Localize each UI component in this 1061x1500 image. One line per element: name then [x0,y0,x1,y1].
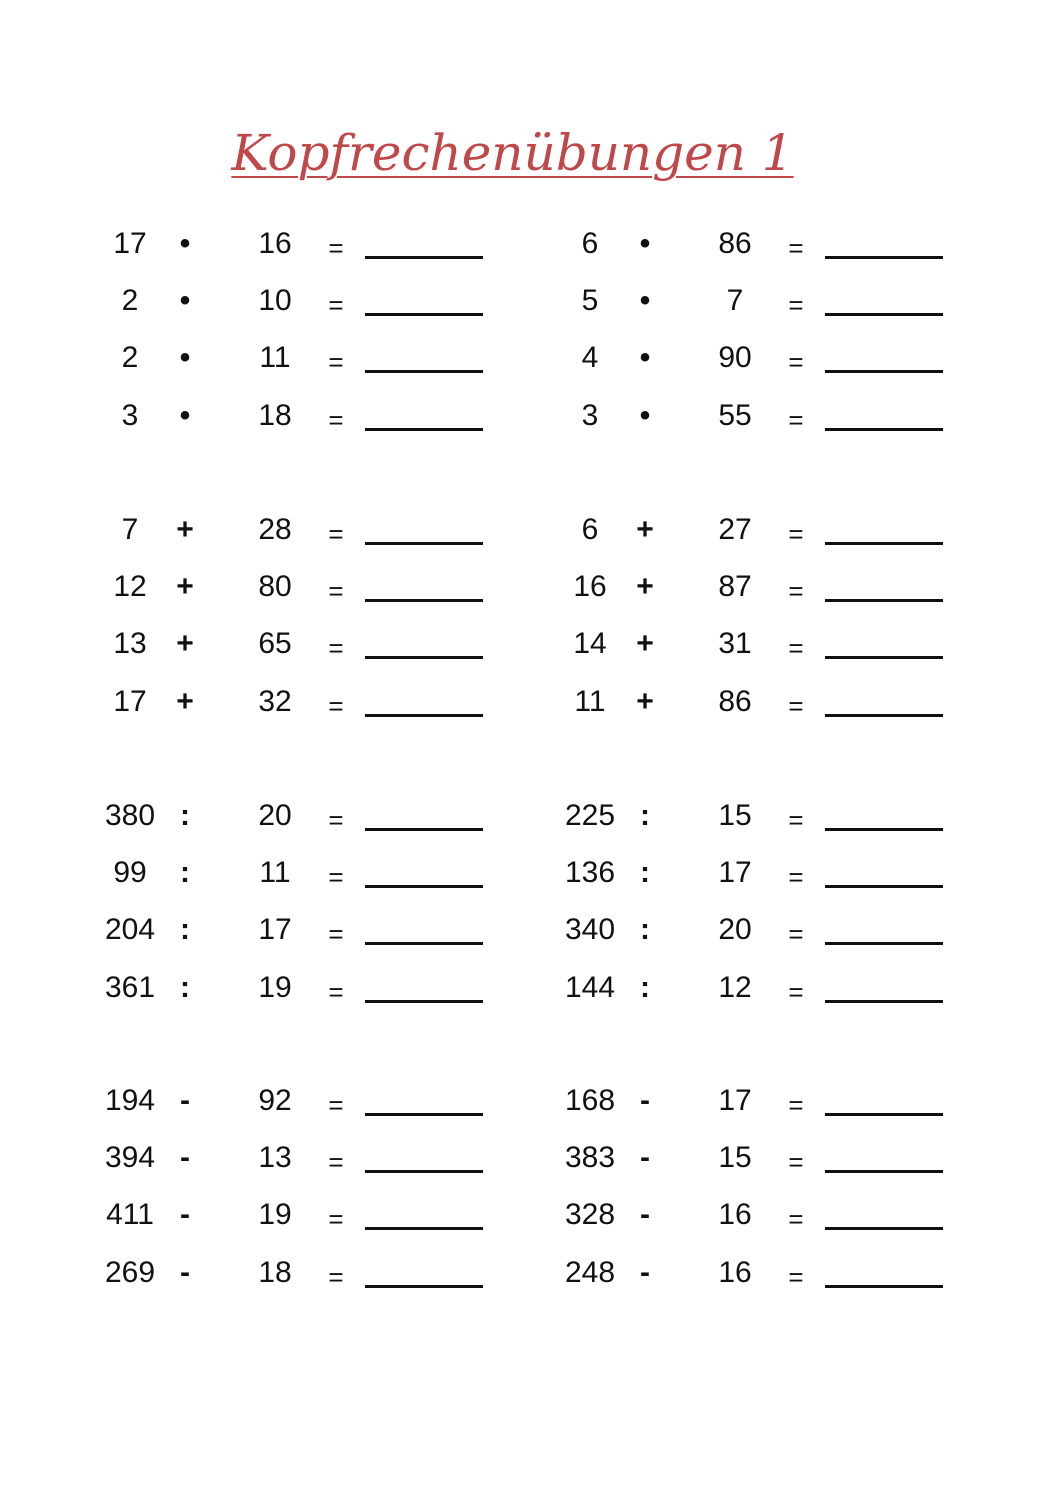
operand-b: 27 [718,513,752,546]
operand-a: 136 [564,856,616,889]
operand-a: 383 [564,1141,616,1174]
operand-a: 380 [104,799,156,832]
operator-symbol: + [176,685,194,718]
operand-b: 13 [258,1141,292,1174]
operand-b: 55 [718,399,752,432]
operator-symbol: + [636,685,654,718]
operator-symbol: + [636,627,654,660]
operator-symbol: : [640,799,650,832]
operator-symbol: : [640,971,650,1004]
equals-sign: = [328,862,344,892]
operand-a: 12 [113,570,147,603]
operator-symbol: : [640,856,650,889]
operand-a: 328 [564,1198,616,1231]
equals-sign: = [788,691,804,721]
operand-b: 16 [718,1256,752,1289]
operand-b: 86 [718,685,752,718]
operator-symbol: • [639,284,651,317]
exercise-row [559,801,959,859]
exercise-row [99,915,499,973]
answer-blank-line[interactable] [825,428,943,431]
equals-sign: = [328,347,344,377]
operator-symbol: • [179,341,191,374]
exercise-row [99,973,499,1031]
operator-symbol: : [180,913,190,946]
operand-a: 225 [564,799,616,832]
operand-a: 3 [581,399,599,432]
operator-symbol: - [640,1256,650,1289]
answer-blank-line[interactable] [365,370,483,373]
equals-sign: = [788,977,804,1007]
operand-b: 28 [258,513,292,546]
operator-symbol: - [180,1141,190,1174]
exercise-row [559,286,959,344]
operand-b: 16 [258,227,292,260]
operand-a: 194 [104,1084,156,1117]
operator-symbol: + [176,627,194,660]
exercise-row [99,1258,499,1316]
operand-b: 16 [718,1198,752,1231]
exercise-row [99,687,499,745]
operand-a: 3 [121,399,139,432]
equals-sign: = [788,233,804,263]
operand-b: 86 [718,227,752,260]
operand-b: 15 [718,1141,752,1174]
worksheet-title-text: Kopfrechenübungen 1 [231,124,794,182]
operand-a: 6 [581,513,599,546]
answer-blank-line[interactable] [825,370,943,373]
equals-sign: = [328,977,344,1007]
exercise-row [559,1086,959,1144]
operand-a: 2 [121,284,139,317]
answer-blank-line[interactable] [365,599,483,602]
operand-b: 12 [718,971,752,1004]
exercise-row [559,401,959,459]
operator-symbol: • [639,399,651,432]
equals-sign: = [788,805,804,835]
operator-symbol: - [640,1084,650,1117]
answer-blank-line[interactable] [365,885,483,888]
answer-blank-line[interactable] [365,1227,483,1230]
operand-a: 361 [104,971,156,1004]
operator-symbol: - [180,1256,190,1289]
operand-b: 65 [258,627,292,660]
operator-symbol: - [180,1084,190,1117]
operator-symbol: : [180,856,190,889]
exercise-row [99,401,499,459]
exercise-row [559,1143,959,1201]
equals-sign: = [788,633,804,663]
answer-blank-line[interactable] [365,1170,483,1173]
exercise-row [99,286,499,344]
operand-a: 5 [581,284,599,317]
exercise-row [99,572,499,630]
operator-symbol: - [180,1198,190,1231]
operand-b: 11 [259,341,291,374]
operand-b: 90 [718,341,752,374]
answer-blank-line[interactable] [365,656,483,659]
answer-blank-line[interactable] [365,1000,483,1003]
operator-symbol: • [179,227,191,260]
answer-blank-line[interactable] [825,885,943,888]
equals-sign: = [788,290,804,320]
answer-blank-line[interactable] [825,828,943,831]
operand-b: 11 [259,856,291,889]
operator-symbol: • [179,399,191,432]
answer-blank-line[interactable] [825,1170,943,1173]
equals-sign: = [788,405,804,435]
operand-b: 18 [258,399,292,432]
operand-a: 269 [104,1256,156,1289]
answer-blank-line[interactable] [825,942,943,945]
operand-a: 14 [573,627,607,660]
operator-symbol: : [180,799,190,832]
equals-sign: = [328,290,344,320]
exercise-row [559,343,959,401]
exercise-row [99,1086,499,1144]
exercise-row [99,629,499,687]
exercise-row [559,687,959,745]
answer-blank-line[interactable] [365,256,483,259]
exercise-row [559,629,959,687]
operand-b: 17 [718,856,752,889]
operator-symbol: : [640,913,650,946]
answer-blank-line[interactable] [365,1285,483,1288]
equals-sign: = [788,519,804,549]
exercise-row [559,1258,959,1316]
operand-a: 248 [564,1256,616,1289]
equals-sign: = [328,519,344,549]
operand-a: 16 [573,570,607,603]
answer-blank-line[interactable] [365,428,483,431]
exercise-row [99,858,499,916]
equals-sign: = [328,1204,344,1234]
operand-b: 7 [726,284,744,317]
operand-b: 32 [258,685,292,718]
equals-sign: = [328,1262,344,1292]
operand-b: 17 [258,913,292,946]
equals-sign: = [328,805,344,835]
answer-blank-line[interactable] [365,714,483,717]
operand-a: 17 [113,227,147,260]
equals-sign: = [788,1262,804,1292]
operand-b: 10 [258,284,292,317]
exercise-row [559,973,959,1031]
answer-blank-line[interactable] [365,942,483,945]
operator-symbol: : [180,971,190,1004]
equals-sign: = [328,691,344,721]
operator-symbol: + [636,570,654,603]
answer-blank-line[interactable] [825,1113,943,1116]
answer-blank-line[interactable] [825,1227,943,1230]
operand-a: 340 [564,913,616,946]
operator-symbol: + [176,513,194,546]
answer-blank-line[interactable] [825,656,943,659]
equals-sign: = [788,1147,804,1177]
operand-b: 17 [718,1084,752,1117]
answer-blank-line[interactable] [365,313,483,316]
operand-b: 20 [258,799,292,832]
equals-sign: = [328,576,344,606]
operand-b: 87 [718,570,752,603]
operand-b: 31 [718,627,752,660]
operand-a: 11 [574,685,606,718]
answer-blank-line[interactable] [825,1285,943,1288]
operand-b: 92 [258,1084,292,1117]
equals-sign: = [788,1204,804,1234]
operand-b: 15 [718,799,752,832]
exercise-row [99,1200,499,1258]
operand-a: 7 [121,513,139,546]
operand-b: 18 [258,1256,292,1289]
operand-a: 4 [581,341,599,374]
operator-symbol: • [639,227,651,260]
answer-blank-line[interactable] [365,1113,483,1116]
operand-a: 99 [113,856,147,889]
exercise-row [559,229,959,287]
operator-symbol: - [640,1141,650,1174]
operand-b: 80 [258,570,292,603]
equals-sign: = [788,862,804,892]
operand-b: 19 [258,971,292,1004]
equals-sign: = [328,233,344,263]
equals-sign: = [788,347,804,377]
exercise-row [99,801,499,859]
answer-blank-line[interactable] [825,599,943,602]
operand-a: 168 [564,1084,616,1117]
exercise-row [99,515,499,573]
operator-symbol: • [179,284,191,317]
operand-a: 2 [121,341,139,374]
equals-sign: = [328,919,344,949]
answer-blank-line[interactable] [825,256,943,259]
exercise-row [559,572,959,630]
answer-blank-line[interactable] [825,1000,943,1003]
answer-blank-line[interactable] [825,714,943,717]
exercise-row [99,1143,499,1201]
operand-a: 13 [113,627,147,660]
operator-symbol: - [640,1198,650,1231]
answer-blank-line[interactable] [825,313,943,316]
operand-b: 19 [258,1198,292,1231]
exercise-row [99,343,499,401]
exercise-row [559,915,959,973]
exercise-row [559,515,959,573]
operand-a: 6 [581,227,599,260]
equals-sign: = [328,1147,344,1177]
equals-sign: = [328,633,344,663]
operator-symbol: + [176,570,194,603]
operand-a: 17 [113,685,147,718]
equals-sign: = [788,919,804,949]
operand-a: 394 [104,1141,156,1174]
equals-sign: = [328,405,344,435]
answer-blank-line[interactable] [365,542,483,545]
exercise-row [99,229,499,287]
equals-sign: = [328,1090,344,1120]
operand-a: 204 [104,913,156,946]
answer-blank-line[interactable] [365,828,483,831]
operand-a: 411 [106,1198,154,1231]
operand-b: 20 [718,913,752,946]
exercise-row [559,1200,959,1258]
answer-blank-line[interactable] [825,542,943,545]
equals-sign: = [788,576,804,606]
operator-symbol: + [636,513,654,546]
equals-sign: = [788,1090,804,1120]
operand-a: 144 [564,971,616,1004]
exercise-row [559,858,959,916]
operator-symbol: • [639,341,651,374]
